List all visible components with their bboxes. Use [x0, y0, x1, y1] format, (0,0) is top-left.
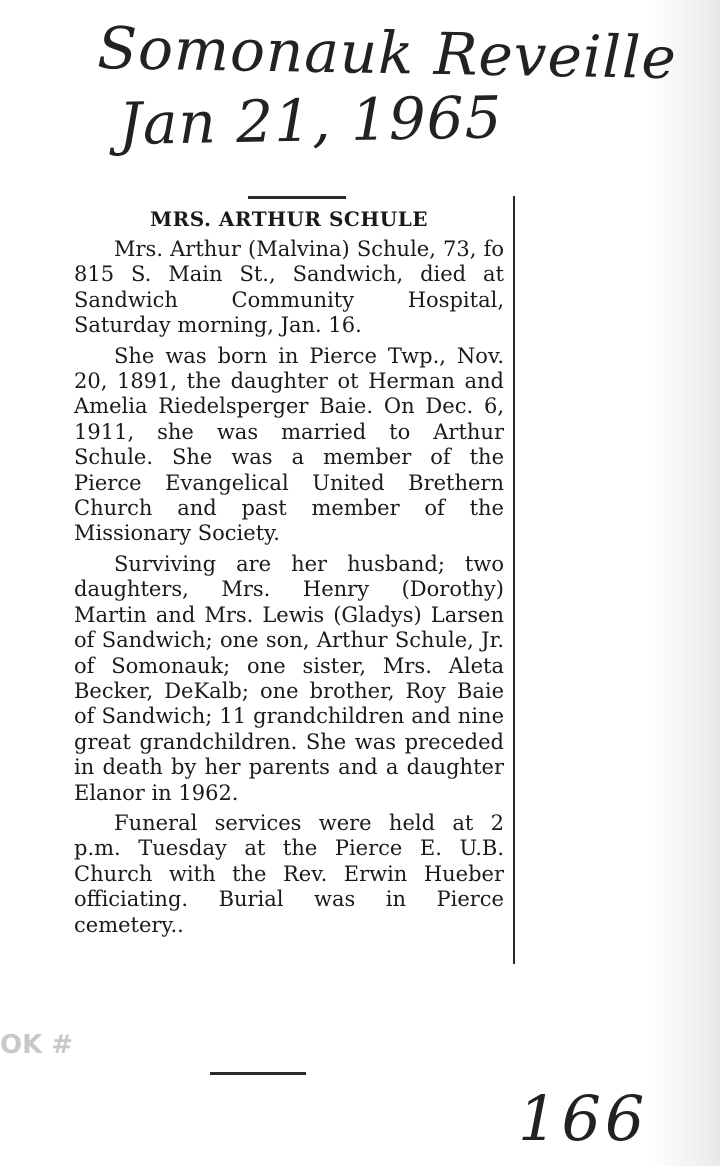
scan-page-edge — [648, 0, 720, 1166]
handwritten-page-number: 166 — [518, 1082, 649, 1155]
handwritten-source-note: Somonauk Reveille — [96, 14, 678, 93]
stamp-remnant: OK # — [0, 1030, 74, 1060]
obituary-paragraph-survivors: Surviving are her husband; two daughters, Mrs. Henry (Dorothy) Martin and Mrs. Lewis (Gladys) Larsen of Sandwich; one son, Arthur Schule, Jr. of Somonauk; one sister, Mrs. Aleta Becker, DeKalb; one brother, Roy Baie of Sandwich; 11 grandchildren and nine great grandchildren. She was preceded in death by her parents and a daughter Elanor in 1962. — [74, 551, 504, 805]
obituary-paragraph-death: Mrs. Arthur (Malvina) Schule, 73, fo 815 S. Main St., Sandwich, died at Sandwich Community Hospital, Saturday morning, Jan. 16. — [74, 237, 504, 338]
handwritten-date-note: Jan 21, 1965 — [118, 83, 504, 158]
clipping-bottom-rule — [210, 1072, 306, 1075]
obituary-headline: MRS. ARTHUR SCHULE — [149, 207, 428, 231]
obituary-paragraph-biography: She was born in Pierce Twp., Nov. 20, 1891, the daughter ot Herman and Amelia Riedelsperger Baie. On Dec. 6, 1911, she was married to Arthur Schule. She was a member of the Pierce Evangelical United Brethern Church and past member of the Missionary Society. — [74, 343, 504, 546]
clipping-top-rule — [248, 196, 346, 199]
column-rule — [513, 196, 515, 964]
obituary-clipping — [74, 204, 504, 943]
obituary-paragraph-funeral: Funeral services were held at 2 p.m. Tuesday at the Pierce E. U.B. Church with the Rev. Erwin Hueber officiating. Burial was in Pierce cemetery.. — [74, 810, 504, 937]
